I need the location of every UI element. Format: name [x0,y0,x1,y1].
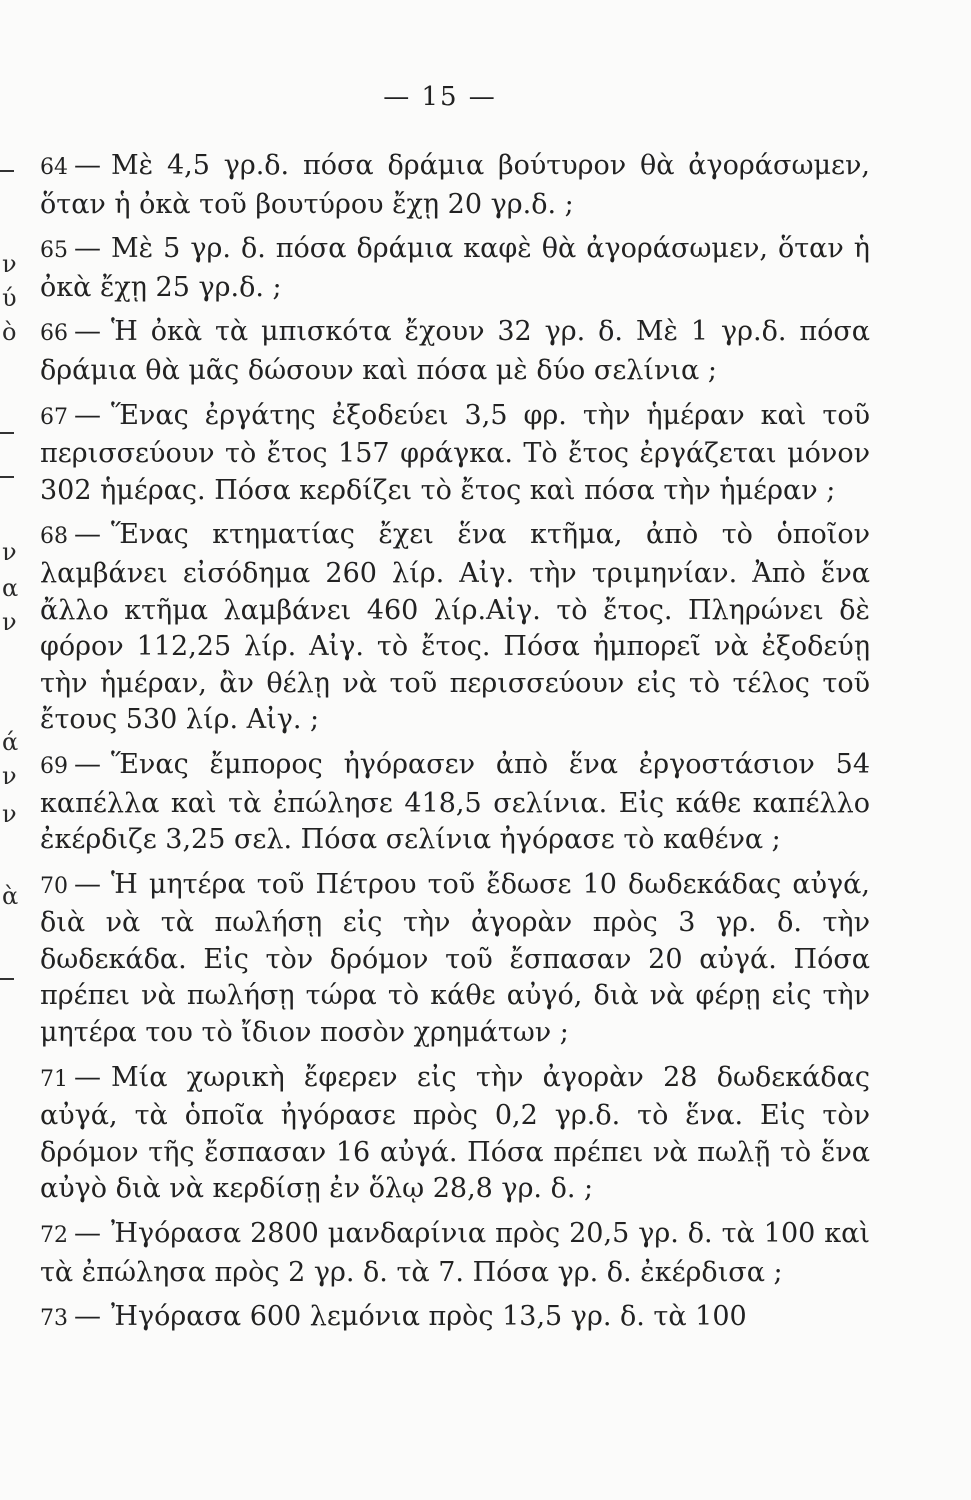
problem-number: 73 [40,1306,68,1332]
bleed-glyph: ὰ [2,882,19,910]
problem-number: 65 [40,238,68,264]
bleed-glyph: ν [2,538,17,566]
problem-number: 67 [40,404,68,430]
dash: — [74,316,101,348]
problem-text: Ἕνας ἔμπορος ἠγόρασεν ἀπὸ ἕνα ἐργοστάσιον 54 καπέλλα καὶ τὰ ἐπώλησε 418,5 σελίνια. Εἰς κάθε καπέλλο ἐκέρδιζε 3,25 σελ. Πόσα σελίνια ἠγόρασε τὸ καθένα ; [40,748,870,856]
problem-65 [40,231,870,306]
bleed-glyph: α [2,574,19,602]
problem-text: Μία χωρικὴ ἔφερεν εἰς τὴν ἀγορὰν 28 δωδεκάδας αὐγά, τὰ ὁποῖα ἠγόρασε πρὸς 0,2 γρ.δ. τὸ ἕνα. Εἰς τὸν δρόμον τῆς ἔσπασαν 16 αὐγά. Πόσα πρέπει νὰ πωλῇ τὸ ἕνα αὐγὸ διὰ νὰ κερδίσῃ ἐν ὅλῳ 28,8 γρ. δ. ; [40,1061,870,1205]
problem-text: Ἡ μητέρα τοῦ Πέτρου τοῦ ἔδωσε 10 δωδεκάδας αὐγά, διὰ νὰ τὰ πωλήσῃ εἰς τὴν ἀγορὰν πρὸς 3 γρ. δ. τὴν δωδεκάδα. Εἰς τὸν δρόμον τοῦ ἔσπασαν 20 αὐγά. Πόσα πρέπει νὰ πωλήσῃ τώρα τὸ κάθε αὐγό, διὰ νὰ φέρῃ εἰς τὴν μητέρα του τὸ ἴδιον ποσὸν χρημάτων ; [40,868,870,1049]
bleed-glyph: ν [2,762,17,790]
bleed-glyph: ν [2,800,17,828]
dash: — [74,1301,101,1333]
bleed-glyph: ν [2,608,17,636]
problem-69 [40,747,870,859]
problem-67 [40,398,870,510]
problem-number: 71 [40,1066,68,1092]
bleed-rule [0,432,14,434]
problems-text [40,148,870,1346]
problem-64 [40,148,870,223]
problem-70 [40,867,870,1052]
problem-71 [40,1060,870,1208]
bleed-glyph: ύ [2,284,17,312]
problem-number: 72 [40,1223,68,1249]
bleed-glyph: ὸ [2,318,17,346]
problem-72 [40,1216,870,1291]
problem-number: 69 [40,753,68,779]
dash: — [74,150,101,181]
dash: — [74,519,101,551]
problem-text: Ἕνας κτηματίας ἔχει ἕνα κτῆμα, ἀπὸ τὸ ὁποῖον λαμβάνει εἰσόδημα 260 λίρ. Αἰγ. τὴν τριμηνίαν. Ἀπὸ ἕνα ἄλλο κτῆμα λαμβάνει 460 λίρ.Αἰγ. τὸ ἔτος. Πληρώνει δὲ φόρον 112,25 λίρ. Αἰγ. τὸ ἔτος. Πόσα ἠμπορεῖ νὰ ἐξοδεύῃ τὴν ἡμέραν, ἂν θέλῃ νὰ τοῦ περισσεύουν εἰς τὸ τέλος τοῦ ἔτους 530 λίρ. Αἰγ. ; [40,519,870,736]
bleed-rule [0,170,14,172]
dash: — [74,1218,101,1250]
problem-text: Ἠγόρασα 600 λεμόνια πρὸς 13,5 γρ. δ. τὰ 100 [111,1301,747,1333]
dash: — [74,233,101,265]
dash: — [74,868,101,900]
problem-66 [40,314,870,389]
problem-number: 64 [40,155,68,180]
problem-73 [40,1299,870,1338]
problem-text: Μὲ 4,5 γρ.δ. πόσα δράμια βούτυρον θὰ ἀγοράσωμεν, ὅταν ἡ ὀκὰ τοῦ βουτύρου ἔχῃ 20 γρ.δ. ; [40,150,870,220]
problem-number: 68 [40,524,68,550]
problem-68 [40,517,870,739]
problem-number: 70 [40,873,68,899]
dash: — [74,1061,101,1093]
dash: — [74,748,101,780]
problem-number: 66 [40,321,68,347]
page-number: — 15 — [383,82,497,112]
bleed-rule [0,476,14,478]
problem-text: Ἠγόρασα 2800 μανδαρίνια πρὸς 20,5 γρ. δ. τὰ 100 καὶ τὰ ἐπώλησα πρὸς 2 γρ. δ. τὰ 7. Πόσα γρ. δ. ἐκέρδισα ; [40,1218,870,1288]
problem-text: Μὲ 5 γρ. δ. πόσα δράμια καφὲ θὰ ἀγοράσωμεν, ὅταν ἡ ὀκὰ ἔχῃ 25 γρ.δ. ; [40,233,870,303]
bleed-glyph: ν [2,250,17,278]
bleed-rule [0,978,14,980]
bleed-glyph: ά [2,728,19,756]
margin-bleed-through [0,0,20,1500]
dash: — [74,399,101,431]
problem-text: Ἡ ὀκὰ τὰ μπισκότα ἔχουν 32 γρ. δ. Μὲ 1 γρ.δ. πόσα δράμια θὰ μᾶς δώσουν καὶ πόσα μὲ δύο σελίνια ; [40,316,870,386]
problem-text: Ἕνας ἐργάτης ἐξοδεύει 3,5 φρ. τὴν ἡμέραν καὶ τοῦ περισσεύουν τὸ ἔτος 157 φράγκα. Τὸ ἔτος ἐργάζεται μόνον 302 ἡμέρας. Πόσα κερδίζει τὸ ἔτος καὶ πόσα τὴν ἡμέραν ; [40,399,870,506]
